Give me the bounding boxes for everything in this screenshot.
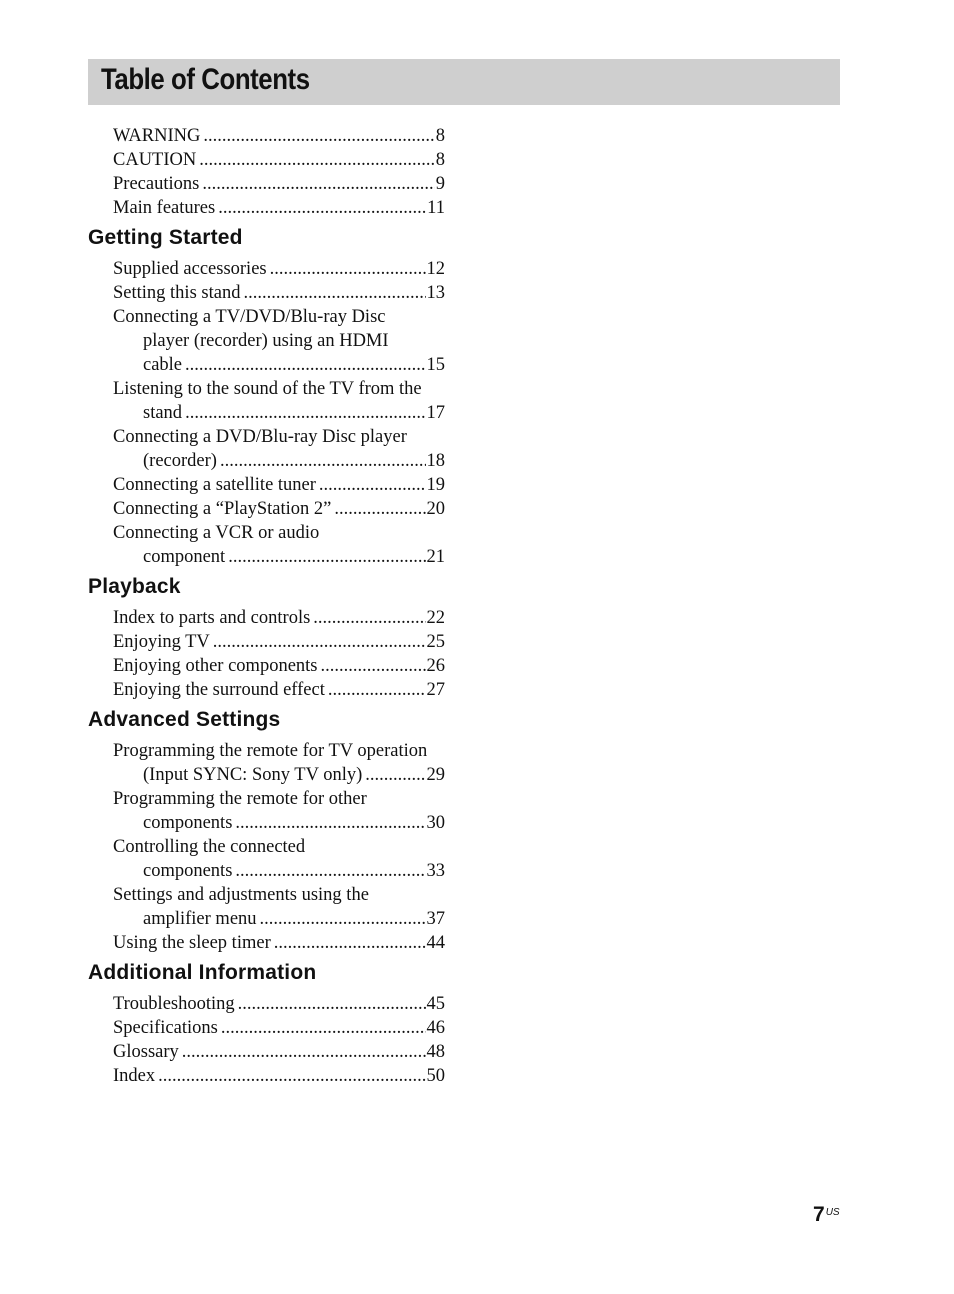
- toc-entry-title: Enjoying TV: [113, 632, 210, 652]
- toc-entry[interactable]: [88, 257, 445, 281]
- toc-entry-leader-line: [113, 124, 445, 148]
- toc-entry-page: 45: [426, 994, 445, 1014]
- dot-leader: [185, 353, 425, 377]
- toc-entry[interactable]: [88, 1016, 445, 1040]
- dot-leader: [213, 630, 426, 654]
- toc-entry-title: components: [143, 813, 233, 833]
- toc-entry-leader-line: [113, 654, 445, 678]
- toc-entry-line: Connecting a VCR or audio: [113, 523, 320, 543]
- toc-entry-title: Glossary: [113, 1042, 179, 1062]
- toc-entry-leader-line: [113, 473, 445, 497]
- toc-entry-leader-line: [113, 1040, 445, 1064]
- toc-entry-leader-line: [113, 148, 445, 172]
- dot-leader: [235, 811, 425, 835]
- toc-entry[interactable]: [88, 992, 445, 1016]
- toc-entry-leader-line: [113, 931, 445, 955]
- toc-entry-line: player (recorder) using an HDMI: [143, 331, 389, 351]
- toc-entry-leader-line: [113, 992, 445, 1016]
- toc-entry[interactable]: [88, 281, 445, 305]
- toc-entry[interactable]: [88, 883, 445, 931]
- toc-entry-line: Connecting a TV/DVD/Blu-ray Disc: [113, 307, 386, 327]
- toc-entry-leader-line: [113, 630, 445, 654]
- toc-entry-title: Connecting a “PlayStation 2”: [113, 499, 332, 519]
- toc-entry-leader-line: [113, 401, 445, 425]
- toc-entry-title: Using the sleep timer: [113, 933, 271, 953]
- toc-entry-title: Troubleshooting: [113, 994, 235, 1014]
- toc-entry-line: Programming the remote for other: [113, 789, 367, 809]
- toc-entry[interactable]: [88, 172, 445, 196]
- toc-entry-title: (Input SYNC: Sony TV only): [143, 765, 363, 785]
- toc-entry[interactable]: [88, 425, 445, 473]
- toc-entry-page: 8: [435, 126, 445, 146]
- toc-entry[interactable]: [88, 931, 445, 955]
- toc-entry-leader-line: [113, 257, 445, 281]
- dot-leader: [182, 1040, 426, 1064]
- dot-leader: [260, 907, 426, 931]
- page-number-value: 7: [813, 1203, 825, 1226]
- toc-entry[interactable]: [88, 835, 445, 883]
- toc-entry-page: 21: [426, 547, 445, 567]
- toc-entry-page: 50: [426, 1066, 445, 1086]
- toc-entry-page: 33: [426, 861, 445, 881]
- toc-entry-title: components: [143, 861, 233, 881]
- toc-entry-title: Specifications: [113, 1018, 218, 1038]
- toc-entry-page: 20: [426, 499, 445, 519]
- toc-entry-title: Enjoying the surround effect: [113, 680, 325, 700]
- toc-entry-page: 15: [426, 355, 445, 375]
- title-bar: [88, 59, 840, 105]
- toc-entry-title: WARNING: [113, 126, 201, 146]
- toc-entry[interactable]: [88, 305, 445, 377]
- toc-entry-leader-line: [113, 172, 445, 196]
- dot-leader: [220, 449, 426, 473]
- toc-entry-page: 26: [426, 656, 445, 676]
- dot-leader: [328, 678, 426, 702]
- dot-leader: [274, 931, 426, 955]
- dot-leader: [238, 992, 426, 1016]
- toc-entry-leader-line: [113, 1016, 445, 1040]
- dot-leader: [228, 545, 425, 569]
- dot-leader: [243, 281, 425, 305]
- toc-entry-page: 27: [426, 680, 445, 700]
- page-title: Table of Contents: [101, 63, 310, 96]
- toc-entry-page: 44: [426, 933, 445, 953]
- toc-entry-page: 12: [426, 259, 445, 279]
- toc-entry-title: Index: [113, 1066, 156, 1086]
- toc-entry-line: Listening to the sound of the TV from the: [113, 379, 422, 399]
- toc-entry[interactable]: [88, 787, 445, 835]
- dot-leader: [185, 401, 425, 425]
- toc-entry-page: 19: [426, 475, 445, 495]
- toc-entry-leader-line: [113, 545, 445, 569]
- toc-entry[interactable]: [88, 196, 445, 220]
- toc-entry-title: Main features: [113, 198, 216, 218]
- toc-entry-line: Programming the remote for TV operation: [113, 741, 428, 761]
- section-heading: Advanced Settings: [88, 708, 281, 731]
- intro-entries: [88, 124, 448, 220]
- toc-entry[interactable]: [88, 473, 445, 497]
- toc-entry-page: 37: [426, 909, 445, 929]
- toc-entry-page: 9: [435, 174, 445, 194]
- toc-entry-title: Supplied accessories: [113, 259, 267, 279]
- toc-entry-page: 8: [435, 150, 445, 170]
- dot-leader: [235, 859, 425, 883]
- section-entries: [88, 257, 448, 569]
- toc-entry-line: Controlling the connected: [113, 837, 306, 857]
- toc-sections: [88, 226, 448, 1088]
- toc-entry-page: 48: [426, 1042, 445, 1062]
- toc-entry-leader-line: [113, 353, 445, 377]
- page-number-suffix: US: [825, 1207, 840, 1218]
- toc-entry-title: Index to parts and controls: [113, 608, 311, 628]
- toc-entry-title: amplifier menu: [143, 909, 257, 929]
- section-entries: [88, 739, 448, 955]
- toc-entry-title: cable: [143, 355, 183, 375]
- toc-entry-title: CAUTION: [113, 150, 197, 170]
- dot-leader: [199, 148, 435, 172]
- section-entries: [88, 992, 448, 1088]
- toc-entry-leader-line: [113, 859, 445, 883]
- toc-entry[interactable]: [88, 606, 445, 630]
- page-number: [813, 1203, 840, 1227]
- toc-entry-line: Connecting a DVD/Blu-ray Disc player: [113, 427, 407, 447]
- toc-entry[interactable]: [88, 377, 445, 425]
- dot-leader: [221, 1016, 426, 1040]
- toc-entry-page: 25: [426, 632, 445, 652]
- dot-leader: [334, 497, 425, 521]
- toc-entry-page: 29: [426, 765, 445, 785]
- toc-entry-leader-line: [113, 907, 445, 931]
- toc-entry[interactable]: [88, 124, 445, 148]
- toc-entry-page: 30: [426, 813, 445, 833]
- toc-entry-line: Settings and adjustments using the: [113, 885, 369, 905]
- toc-entry-title: Setting this stand: [113, 283, 241, 303]
- dot-leader: [218, 196, 426, 220]
- toc-entry[interactable]: [88, 521, 445, 569]
- dot-leader: [319, 473, 426, 497]
- toc-entry-leader-line: [113, 678, 445, 702]
- toc-entry[interactable]: [88, 1064, 445, 1088]
- table-of-contents: [88, 124, 448, 1094]
- toc-entry-page: 17: [426, 403, 445, 423]
- toc-entry-leader-line: [113, 449, 445, 473]
- section-heading: Additional Information: [88, 961, 317, 984]
- section-heading: Getting Started: [88, 226, 243, 249]
- section-entries: [88, 606, 448, 702]
- toc-entry-leader-line: [113, 606, 445, 630]
- toc-entry-title: stand: [143, 403, 183, 423]
- toc-entry-page: 13: [426, 283, 445, 303]
- dot-leader: [203, 124, 434, 148]
- toc-entry-title: (recorder): [143, 451, 217, 471]
- section-heading: Playback: [88, 575, 181, 598]
- toc-entry-leader-line: [113, 763, 445, 787]
- toc-entry-page: 18: [426, 451, 445, 471]
- toc-entry-page: 11: [427, 198, 445, 218]
- toc-entry-title: Connecting a satellite tuner: [113, 475, 316, 495]
- toc-entry[interactable]: [88, 630, 445, 654]
- toc-entry[interactable]: [88, 739, 445, 787]
- toc-entry-title: Enjoying other components: [113, 656, 318, 676]
- dot-leader: [158, 1064, 425, 1088]
- toc-entry-leader-line: [113, 811, 445, 835]
- toc-entry[interactable]: [88, 654, 445, 678]
- dot-leader: [321, 654, 426, 678]
- toc-entry[interactable]: [88, 678, 445, 702]
- toc-entry-page: 46: [426, 1018, 445, 1038]
- toc-entry[interactable]: [88, 497, 445, 521]
- toc-entry-title: component: [143, 547, 226, 567]
- dot-leader: [313, 606, 425, 630]
- toc-entry-leader-line: [113, 497, 445, 521]
- toc-entry-leader-line: [113, 281, 445, 305]
- dot-leader: [270, 257, 426, 281]
- toc-entry-title: Precautions: [113, 174, 200, 194]
- toc-entry-page: 22: [426, 608, 445, 628]
- toc-entry-leader-line: [113, 1064, 445, 1088]
- dot-leader: [365, 763, 425, 787]
- toc-entry[interactable]: [88, 148, 445, 172]
- toc-entry-leader-line: [113, 196, 445, 220]
- toc-entry[interactable]: [88, 1040, 445, 1064]
- dot-leader: [202, 172, 434, 196]
